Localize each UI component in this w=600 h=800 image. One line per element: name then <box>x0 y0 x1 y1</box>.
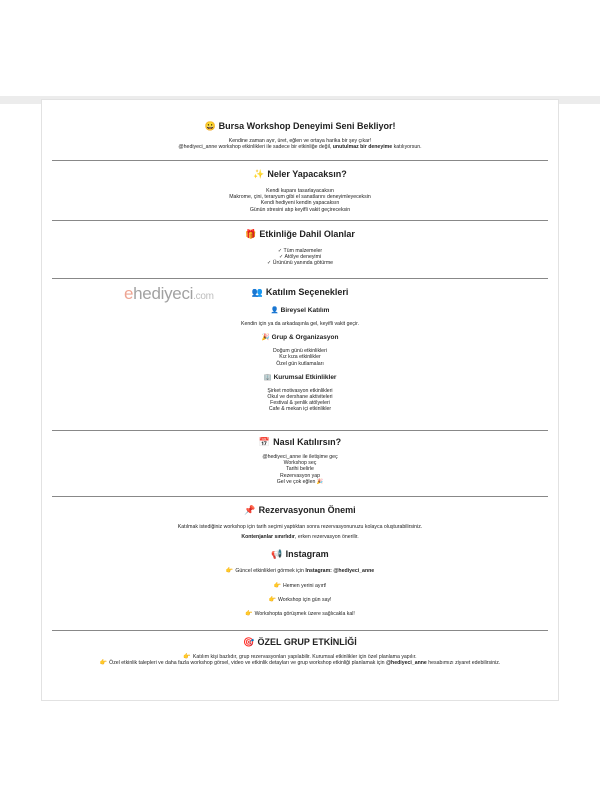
section-title: 👥 Katılım Seçenekleri <box>251 287 349 297</box>
section-included <box>42 228 558 267</box>
text-line: Tarihi belirle <box>286 466 314 473</box>
divider <box>52 430 548 431</box>
site-watermark: ehediyeci.com <box>124 284 214 303</box>
text-line: 👉 Workshop için gün say! <box>268 596 332 603</box>
text-line: Rezervasyon yap <box>279 472 321 479</box>
text-line: ✓ Atölye deneyimi <box>278 254 322 261</box>
hand-pointer-icon: 👉 <box>245 611 253 618</box>
gift-icon: 🎁 <box>245 229 257 239</box>
text-line: Okul ve dershane aktiviteleri <box>267 394 333 401</box>
text-line: Özel gün kutlamaları <box>276 360 324 367</box>
text-line: Kız kıza etkinlikler <box>279 354 321 361</box>
divider <box>52 220 548 221</box>
text-line: Kontenjanlar sınırlıdır, erken rezervasyon önerilir. <box>241 534 359 541</box>
text-line: Katılmak istediğiniz workshop için tarih seçimi yaptıktan sonra rezervasyonunuzu kolayca oluşturabilirsiniz. <box>177 524 423 530</box>
text-line: Kendine zaman ayır, üret, eğlen ve ortaya harika bir şey çıkar! <box>228 138 372 144</box>
text-line: Kendi kupanı tasarlayacaksın <box>266 188 334 194</box>
text-line: 👉 Hemen yerini ayırt! <box>273 582 327 589</box>
divider <box>52 160 548 161</box>
section-how-to-join <box>42 436 558 485</box>
subsection-title: 🏢 Kurumsal Etkinlikler <box>263 373 337 381</box>
section-title: ✨ Neler Yapacaksın? <box>253 169 347 179</box>
section-private-group <box>42 636 558 666</box>
section-intro <box>42 120 558 150</box>
hand-pointer-icon: 👉 <box>273 582 281 589</box>
sparkle-icon: ✨ <box>253 169 265 179</box>
text-line: ✓ Ürününü yanında götürme <box>266 260 334 267</box>
text-line: 👉 Workshopta görüşmek üzere sağlıcakla kal! <box>245 611 355 618</box>
smile-icon: 😀 <box>204 121 216 131</box>
hand-pointer-icon: 👉 <box>225 568 234 575</box>
people-icon: 👥 <box>251 287 263 297</box>
hand-pointer-icon: 👉 <box>99 660 108 667</box>
text-line: 👉 Özel etkinlik talepleri ve daha fazla workshop görsel, video ve etkinlik detayları ve grup workshop etkinliği planlamak için @hediyeci_anne hesabımızı ziyaret edebilirsiniz. <box>99 660 501 667</box>
building-icon: 🏢 <box>263 373 272 381</box>
text-line: Doğum günü etkinlikleri <box>273 348 327 355</box>
divider <box>52 278 548 279</box>
text-line: Workshop seç <box>283 460 317 467</box>
text-line: Festival & şenlik atölyeleri <box>270 400 330 407</box>
text-line: @hediyeci_anne ile iletişime geç <box>262 454 338 460</box>
party-icon: 🎉 <box>261 334 270 342</box>
content-page <box>42 100 558 700</box>
hand-pointer-icon: 👉 <box>268 596 276 603</box>
text-line: 👉 Katılım kişi bazlıdır, grup rezervasyonları yapılabilir. Kurumsal etkinlikler için özel planlama yapılır. <box>183 654 417 660</box>
section-reservation <box>42 504 558 617</box>
person-icon: 👤 <box>270 307 279 314</box>
section-activities <box>42 168 558 213</box>
divider <box>52 630 548 631</box>
divider <box>52 496 548 497</box>
hand-pointer-icon: 👉 <box>183 654 191 660</box>
text-line: Günün stresini atıp keyifli vakit geçireceksin <box>249 206 351 213</box>
target-icon: 🎯 <box>243 637 255 647</box>
calendar-icon: 📅 <box>258 437 271 447</box>
section-participation <box>42 286 558 413</box>
section-title: 📅 Nasıl Katılırsın? <box>258 437 342 447</box>
subsection-title: 🎉 Grup & Organizasyon <box>261 334 339 342</box>
text-line: Kendi hediyeni kendin yapacaksın <box>260 200 340 207</box>
text-line: @hediyeci_anne workshop etkinlikleri ile sadece bir etkinliğe değil, unutulmaz bir deneyime katılıyorsun. <box>178 144 422 151</box>
section-title: 🎁 Etkinliğe Dahil Olanlar <box>245 229 355 239</box>
text-line: Şirket motivasyon etkinlikleri <box>267 387 333 394</box>
section-title: 🎯 ÖZEL GRUP ETKİNLİĞİ <box>243 637 357 647</box>
text-line: Makrome, çini, teraryum gibi el sanatlarını deneyimleyeceksin <box>229 194 371 201</box>
megaphone-icon: 📢 <box>271 549 283 560</box>
section-title: 📢 Instagram <box>271 549 329 560</box>
pin-icon: 📌 <box>244 505 256 515</box>
section-title: 📌 Rezervasyonun Önemi <box>244 505 356 515</box>
section-title: 😀 Bursa Workshop Deneyimi Seni Bekliyor! <box>204 121 396 131</box>
text-line: Cafe & mekan içi etkinlikler <box>268 406 332 413</box>
text-line: Gel ve çok eğlen 🎉 <box>276 478 324 485</box>
subsection-title: 👤 Bireysel Katılım <box>270 307 330 314</box>
text-line: Kendin için ya da arkadaşınla gel, keyifli vakit geçir. <box>241 321 359 327</box>
text-line: ✓ Tüm malzemeler <box>277 248 323 254</box>
text-line: 👉 Güncel etkinlikleri görmek için Instagram: @hediyeci_anne <box>225 568 375 575</box>
